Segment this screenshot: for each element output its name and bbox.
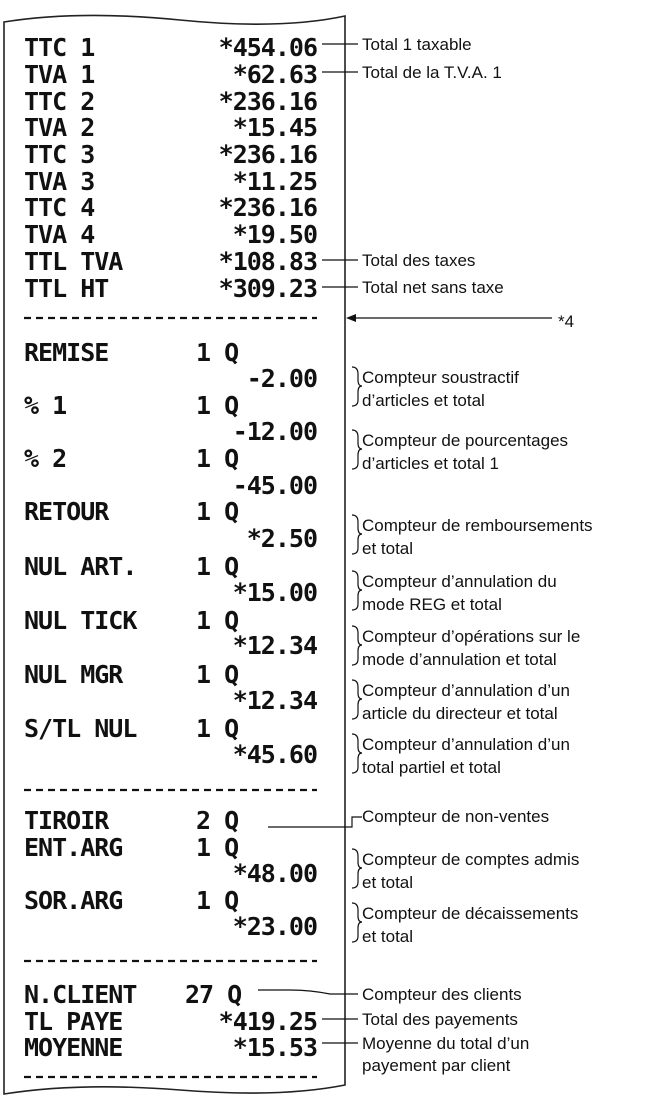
receipt-label: NUL MGR	[24, 660, 123, 689]
annotation-line: mode d’annulation et total	[362, 650, 557, 669]
receipt-value: *62.63	[232, 60, 317, 89]
receipt-label: TIROIR	[24, 806, 109, 835]
receipt-count: 27 Q	[185, 980, 242, 1009]
annotation-line: Compteur d’annulation d’un	[362, 681, 570, 700]
receipt-label: SOR.ARG	[24, 886, 123, 915]
receipt-value: *2.50	[246, 524, 317, 553]
annotation-line: payement par client	[362, 1056, 511, 1075]
receipt-label: TVA 2	[24, 113, 95, 142]
receipt-label: TVA 4	[24, 220, 95, 249]
receipt-label: RETOUR	[24, 497, 109, 526]
annotation-line: Compteur de décaissements	[362, 904, 579, 923]
receipt-label: % 1	[24, 391, 67, 420]
annotation-non-sales: Compteur de non-ventes	[362, 807, 550, 826]
annotation-line: Compteur de remboursements	[362, 516, 593, 535]
receipt-count: 2 Q	[196, 806, 239, 835]
annotation-total-net: Total net sans taxe	[362, 278, 504, 297]
brace-icon	[352, 430, 362, 469]
receipt-label: ENT.ARG	[24, 833, 123, 862]
annotation-line: Compteur d’annulation d’un	[362, 735, 570, 754]
brace-icon	[352, 903, 362, 942]
annotation-line: Compteur soustractif	[362, 368, 519, 387]
receipt-label: % 2	[24, 444, 67, 473]
annotation-line: Compteur de comptes admis	[362, 850, 580, 869]
annotation-line: Compteur d’opérations sur le	[362, 627, 581, 646]
annotation-line: et total	[362, 539, 414, 558]
annotation-line: Compteur de pourcentages	[362, 431, 569, 450]
brace-icon	[352, 680, 362, 719]
receipt-value: *454.06	[218, 33, 317, 62]
receipt-value: *48.00	[232, 859, 317, 888]
receipt-label: MOYENNE	[24, 1033, 123, 1062]
brace-icon	[352, 626, 362, 665]
receipt-value: *309.23	[218, 274, 317, 303]
receipt-count: 1 Q	[196, 660, 239, 689]
receipt-label: S/TL NUL	[24, 714, 137, 743]
brace-icon	[352, 849, 362, 888]
receipt-value: *236.16	[218, 87, 317, 116]
receipt-value: *108.83	[218, 247, 317, 276]
receipt-label: NUL ART.	[24, 552, 137, 581]
receipt-value: *11.25	[232, 167, 317, 196]
receipt-value: -2.00	[246, 364, 317, 393]
annotation-line: Total des payements	[362, 1010, 518, 1029]
receipt-count: 1 Q	[196, 606, 239, 635]
receipt-label: TTC 3	[24, 140, 95, 169]
receipt-value: *236.16	[218, 140, 317, 169]
receipt-value: *23.00	[232, 912, 317, 941]
receipt-value: *15.45	[232, 113, 317, 142]
annotation-line: mode REG et total	[362, 595, 502, 614]
brace-annotations	[352, 367, 362, 942]
receipt-count: 1 Q	[196, 338, 239, 367]
annotation-line: et total	[362, 927, 414, 946]
receipt-value: *12.34	[232, 631, 317, 660]
receipt-count: 1 Q	[196, 391, 239, 420]
receipt-value: *236.16	[218, 193, 317, 222]
receipt-value: *15.53	[232, 1033, 317, 1062]
receipt-label: TTL HT	[24, 274, 109, 303]
receipt-count: 1 Q	[196, 833, 239, 862]
receipt-value: *12.34	[232, 686, 317, 715]
annotation-separator-note: *4	[558, 312, 575, 331]
brace-icon	[352, 734, 362, 773]
receipt-value: *419.25	[218, 1007, 317, 1036]
annotation-line: d’articles et total	[362, 391, 485, 410]
annotation-line: article du directeur et total	[362, 704, 558, 723]
receipt-value: *15.00	[232, 578, 317, 607]
annotation-line: Compteur d’annulation du	[362, 572, 557, 591]
receipt-count: 1 Q	[196, 714, 239, 743]
receipt-label: TTC 1	[24, 33, 95, 62]
annotation-line: d’articles et total 1	[362, 454, 500, 473]
brace-icon	[352, 515, 362, 554]
receipt-value: -45.00	[232, 471, 317, 500]
receipt-label: TTC 2	[24, 87, 95, 116]
receipt-label: N.CLIENT	[24, 980, 137, 1009]
annotation-line: et total	[362, 873, 414, 892]
receipt-label: NUL TICK	[24, 606, 137, 635]
receipt-label: TTC 4	[24, 193, 95, 222]
annotation-line: Compteur des clients	[362, 985, 522, 1004]
arrow-head-icon	[346, 314, 356, 322]
receipt-count: 1 Q	[196, 552, 239, 581]
brace-icon	[352, 571, 362, 610]
annotation-total-tva: Total de la T.V.A. 1	[362, 63, 502, 82]
receipt-value: -12.00	[232, 417, 317, 446]
receipt-label: REMISE	[24, 338, 109, 367]
annotation-total-taxes: Total des taxes	[362, 251, 476, 270]
receipt-count: 1 Q	[196, 444, 239, 473]
receipt-label: TL PAYE	[24, 1007, 123, 1036]
receipt-label: TTL TVA	[24, 247, 123, 276]
annotation-total-taxable: Total 1 taxable	[362, 35, 472, 54]
receipt-count: 1 Q	[196, 886, 239, 915]
receipt-value: *45.60	[232, 740, 317, 769]
receipt-label: TVA 1	[24, 60, 95, 89]
receipt-label: TVA 3	[24, 167, 95, 196]
receipt-count: 1 Q	[196, 497, 239, 526]
annotation-line: total partiel et total	[362, 758, 501, 777]
receipt-value: *19.50	[232, 220, 317, 249]
annotation-line: Moyenne du total d’un	[362, 1034, 530, 1053]
brace-icon	[352, 367, 362, 406]
